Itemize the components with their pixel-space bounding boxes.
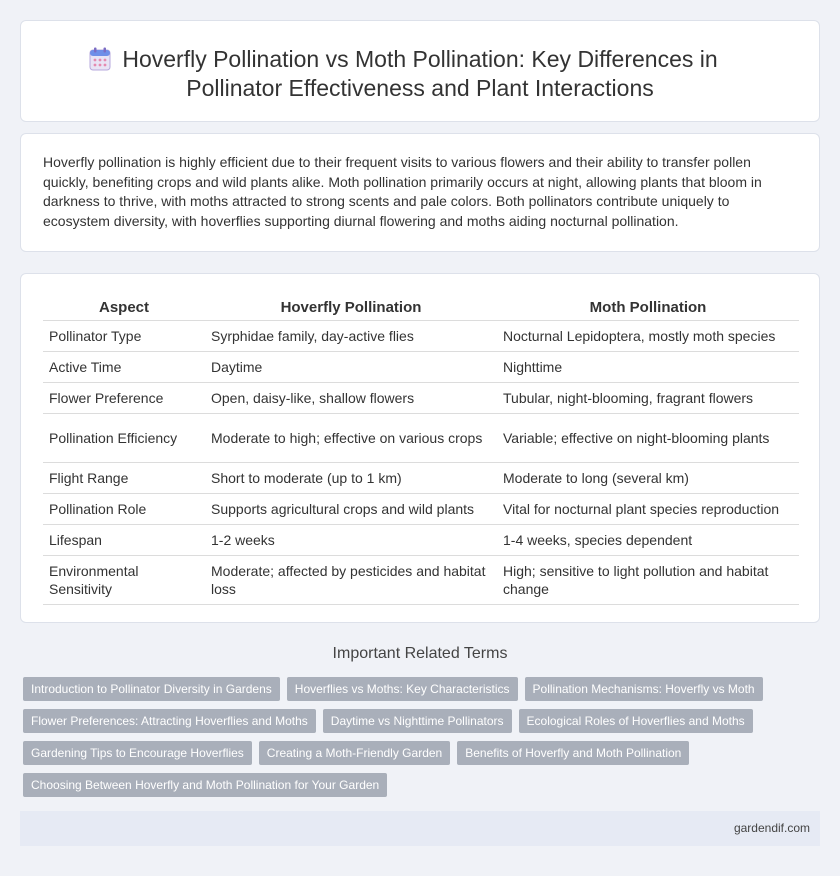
table-row — [43, 351, 799, 382]
table-cell: Variable; effective on night-blooming plants — [497, 413, 799, 462]
comparison-table — [43, 294, 799, 605]
related-term-link[interactable]: Ecological Roles of Hoverflies and Moths — [519, 709, 753, 733]
table-cell: Short to moderate (up to 1 km) — [205, 462, 497, 493]
table-cell: Syrphidae family, day-active flies — [205, 320, 497, 351]
column-header-moth: Moth Pollination — [497, 294, 799, 320]
intro-card — [20, 133, 820, 252]
table-cell: Lifespan — [43, 524, 205, 555]
related-term-link[interactable]: Benefits of Hoverfly and Moth Pollination — [457, 741, 689, 765]
comparison-card — [20, 273, 820, 623]
table-cell: Environmental Sensitivity — [43, 555, 205, 604]
table-cell: Pollination Role — [43, 493, 205, 524]
related-term-link[interactable]: Gardening Tips to Encourage Hoverflies — [23, 741, 252, 765]
related-term-link[interactable]: Creating a Moth-Friendly Garden — [259, 741, 450, 765]
table-cell: Open, daisy-like, shallow flowers — [205, 382, 497, 413]
table-cell: Vital for nocturnal plant species reproduction — [497, 493, 799, 524]
table-row — [43, 320, 799, 351]
table-cell: Flower Preference — [43, 382, 205, 413]
table-cell: Supports agricultural crops and wild plants — [205, 493, 497, 524]
table-row — [43, 493, 799, 524]
table-cell: 1-4 weeks, species dependent — [497, 524, 799, 555]
table-cell: Moderate; affected by pesticides and habitat loss — [205, 555, 497, 604]
related-term-link[interactable]: Choosing Between Hoverfly and Moth Pollination for Your Garden — [23, 773, 387, 797]
related-terms-list — [23, 677, 803, 797]
related-term-link[interactable]: Flower Preferences: Attracting Hoverflies and Moths — [23, 709, 316, 733]
footer — [20, 811, 820, 846]
table-cell: Nighttime — [497, 351, 799, 382]
table-row — [43, 524, 799, 555]
site-name[interactable]: gardendif.com — [733, 821, 810, 835]
table-cell: Active Time — [43, 351, 205, 382]
column-header-hoverfly: Hoverfly Pollination — [205, 294, 497, 320]
table-row — [43, 382, 799, 413]
table-cell: Pollination Efficiency — [43, 413, 205, 462]
table-row — [43, 555, 799, 604]
related-term-link[interactable]: Pollination Mechanisms: Hoverfly vs Moth — [525, 677, 763, 701]
related-terms-heading: Important Related Terms — [332, 645, 508, 662]
table-row — [43, 462, 799, 493]
column-header-aspect: Aspect — [43, 294, 205, 320]
table-cell: Daytime — [205, 351, 497, 382]
table-cell: Moderate to long (several km) — [497, 462, 799, 493]
table-cell: Tubular, night-blooming, fragrant flowers — [497, 382, 799, 413]
table-cell: Flight Range — [43, 462, 205, 493]
related-term-link[interactable]: Introduction to Pollinator Diversity in Gardens — [23, 677, 280, 701]
intro-paragraph: Hoverfly pollination is highly efficient due to their frequent visits to various flowers and their ability to transfer pollen quickly, benefiting crops and wild plants alike. Moth pollination primarily occurs at night, allowing plants that bloom in darkness to thrive, with moths attracted to strong scents and pale colors. Both pollinators contribute uniquely to ecosystem diversity, with hoverflies supporting diurnal flowering and moths aiding nocturnal pollination. — [43, 154, 762, 229]
table-cell: Pollinator Type — [43, 320, 205, 351]
table-row — [43, 413, 799, 462]
table-cell: Nocturnal Lepidoptera, mostly moth species — [497, 320, 799, 351]
page-title: Hoverfly Pollination vs Moth Pollination: Key Differences in Pollinator Effectiveness and Plant Interactions — [122, 46, 718, 101]
table-cell: High; sensitive to light pollution and habitat change — [497, 555, 799, 604]
table-cell: Moderate to high; effective on various crops — [205, 413, 497, 462]
title-card — [20, 20, 820, 122]
table-cell: 1-2 weeks — [205, 524, 497, 555]
related-term-link[interactable]: Hoverflies vs Moths: Key Characteristics — [287, 677, 518, 701]
related-term-link[interactable]: Daytime vs Nighttime Pollinators — [323, 709, 512, 733]
table-header-row — [43, 294, 799, 320]
